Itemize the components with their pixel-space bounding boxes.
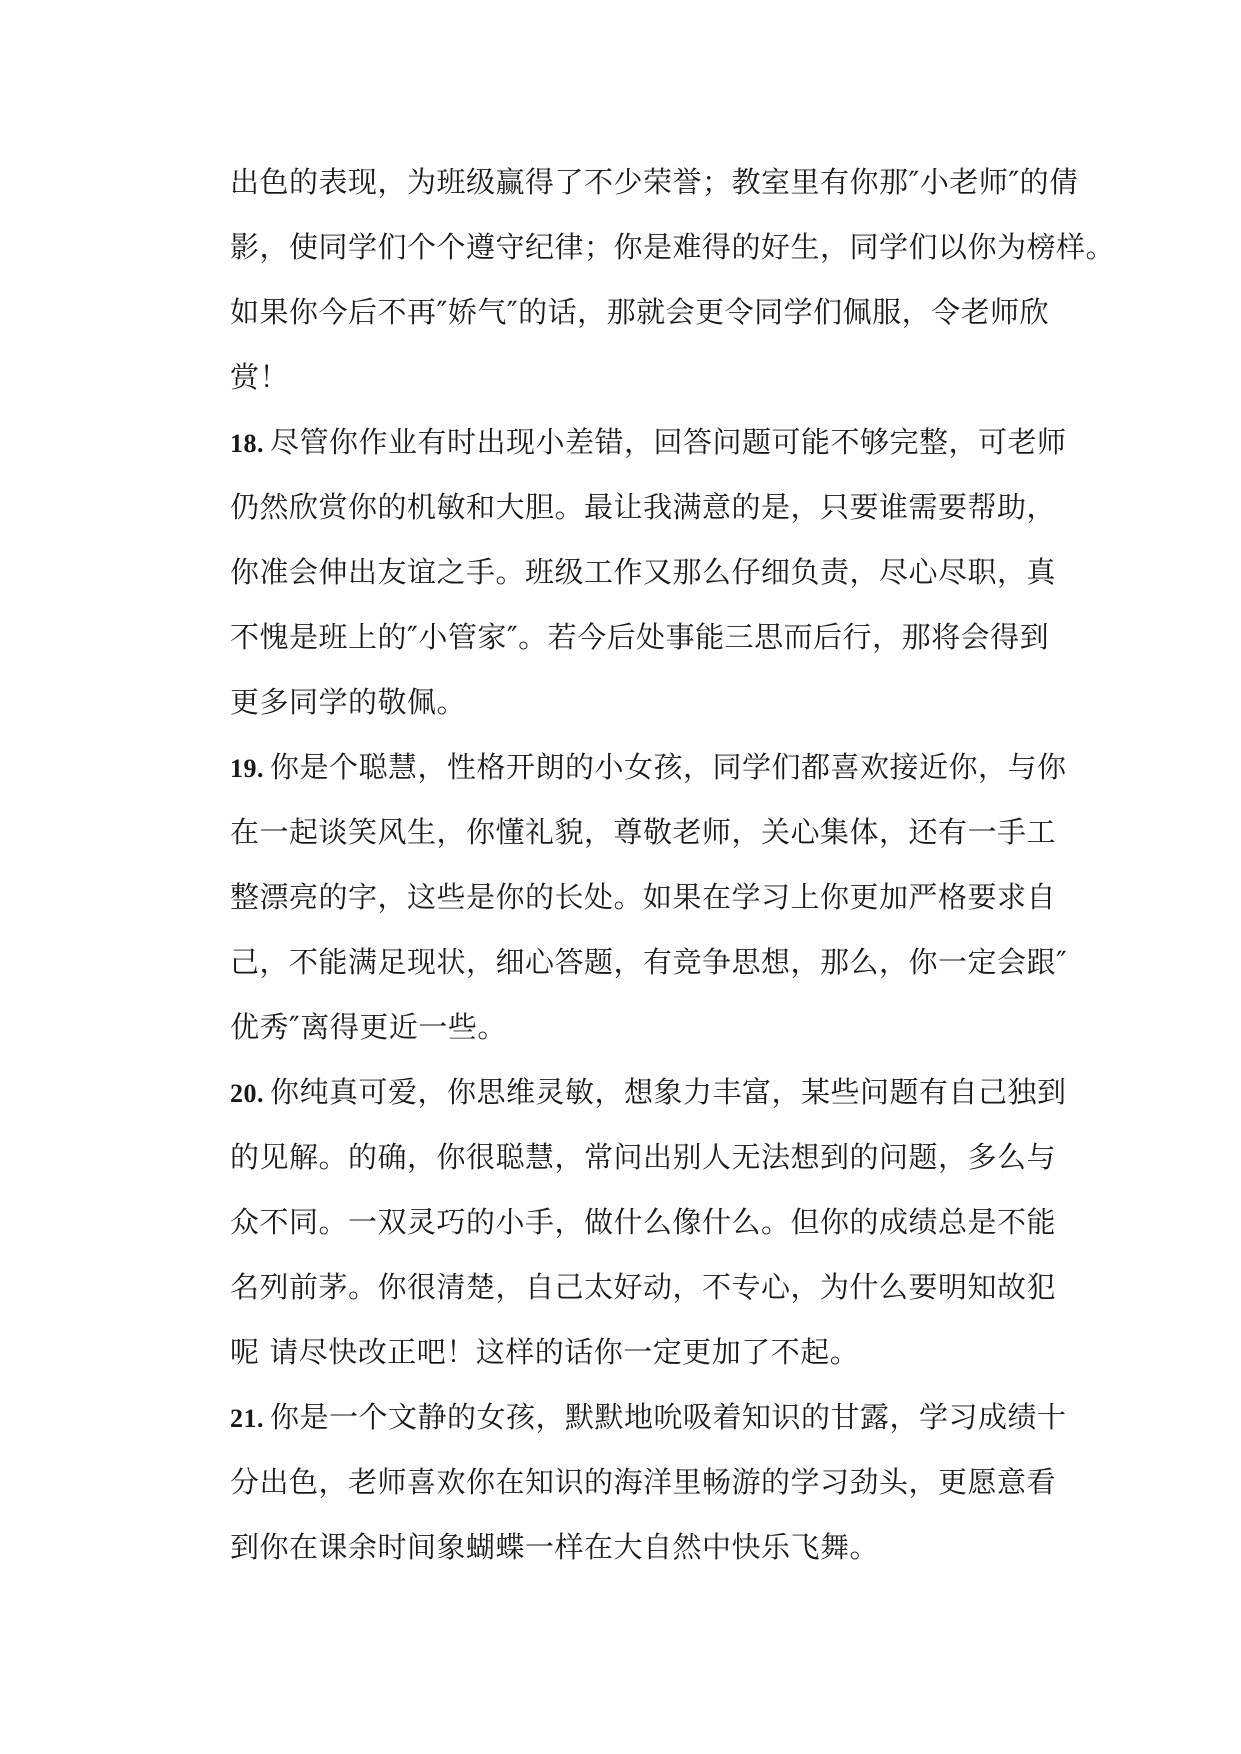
text-line: 优秀″离得更近一些。: [230, 1010, 507, 1044]
text-line-content: 你是一个文静的女孩，默默地吮吸着知识的甘露，学习成绩十: [270, 1400, 1067, 1434]
text-line: [230, 1060, 1067, 1125]
text-line: [230, 410, 1067, 475]
text-line: 众不同。一双灵巧的小手，做什么像什么。但你的成绩总是不能: [230, 1205, 1057, 1239]
text-line: 在一起谈笑风生，你懂礼貌，尊敬老师，关心集体，还有一手工: [230, 815, 1057, 849]
text-line: 仍然欣赏你的机敏和大胆。最让我满意的是，只要谁需要帮助，: [230, 490, 1057, 524]
text-line: 呢 请尽快改正吧！这样的话你一定更加了不起。: [230, 1335, 860, 1369]
comment-item-19: [230, 735, 1068, 1060]
item-number: 20.: [230, 1079, 264, 1108]
text-line-content: 你纯真可爱，你思维灵敏，想象力丰富，某些问题有自己独到: [270, 1075, 1067, 1109]
text-line: 整漂亮的字，这些是你的长处。如果在学习上你更加严格要求自: [230, 880, 1057, 914]
text-line: 赏！: [230, 360, 290, 394]
text-line: 更多同学的敬佩。: [230, 685, 467, 719]
item-number: 21.: [230, 1404, 264, 1433]
text-line: 到你在课余时间象蝴蝶一样在大自然中快乐飞舞。: [230, 1530, 880, 1564]
item-number: 18.: [230, 429, 264, 458]
text-line: 名列前茅。你很清楚，自己太好动，不专心，为什么要明知故犯: [230, 1270, 1057, 1304]
text-line-content: 你是个聪慧，性格开朗的小女孩，同学们都喜欢接近你，与你: [270, 750, 1067, 784]
comment-item-21: [230, 1385, 1067, 1580]
intro-paragraph: [230, 150, 1116, 410]
text-line: 不愧是班上的″小管家″。若今后处事能三思而后行，那将会得到: [230, 620, 1050, 654]
comment-item-18: [230, 410, 1067, 735]
text-line: 分出色，老师喜欢你在知识的海洋里畅游的学习劲头，更愿意看: [230, 1465, 1057, 1499]
text-line: 影，使同学们个个遵守纪律；你是难得的好生，同学们以你为榜样。: [230, 230, 1116, 264]
text-line: 己，不能满足现状，细心答题，有竞争思想，那么，你一定会跟″: [230, 945, 1068, 979]
text-line: [230, 1385, 1067, 1450]
text-line: 如果你今后不再″娇气″的话，那就会更令同学们佩服，令老师欣: [230, 295, 1050, 329]
text-line: 的见解。的确，你很聪慧，常问出别人无法想到的问题，多么与: [230, 1140, 1057, 1174]
text-line: 你准会伸出友谊之手。班级工作又那么仔细负责，尽心尽职，真: [230, 555, 1057, 589]
text-line: 出色的表现，为班级赢得了不少荣誉；教室里有你那″小老师″的倩: [230, 165, 1079, 199]
document-page: [230, 150, 1116, 1580]
text-line: [230, 735, 1067, 800]
text-line-content: 尽管你作业有时出现小差错，回答问题可能不够完整，可老师: [270, 425, 1067, 459]
comment-item-20: [230, 1060, 1067, 1385]
item-number: 19.: [230, 754, 264, 783]
